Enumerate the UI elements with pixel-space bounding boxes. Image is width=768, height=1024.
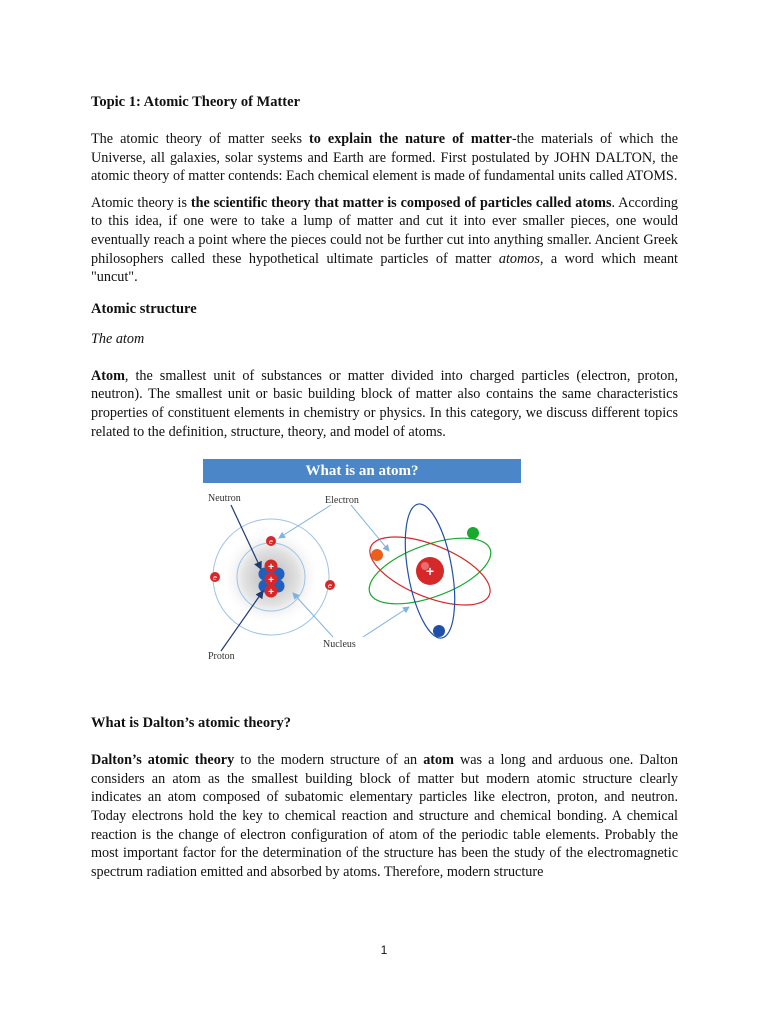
green-electron [467,527,479,539]
dalton-heading: What is Dalton’s atomic theory? [91,715,292,732]
atomic-structure-heading: Atomic structure [91,300,197,317]
nucleus-arrow-right [363,607,409,637]
topic-title: Topic 1: Atomic Theory of Matter [91,94,301,110]
electron-symbol: e [213,575,217,583]
orange-electron [371,549,383,561]
proton-label: Proton [208,651,235,663]
electron-label: Electron [325,495,359,507]
text-span: was a long and arduous one. Dalton considers an atom as the smallest building block of matter but modern atomic structure clearly indicates an atom composed of subatomic elementary particles like electron, proton, and neutron. Today electrons hold the key to chemical reaction and structure and chemical bonding. A chemical reaction is the change of electron configuration of atom of the periodic table elements. Probably the most important factor for the determination of the structure has been the study of the electromagnetic spectrum radiation emitted and absorbed by atoms. Therefore, modern structure [91,752,678,880]
proton-symbol: + [268,587,274,599]
intro-paragraph [91,130,678,186]
electron-symbol: e [269,539,273,547]
text-span: -the materials of which the Universe, all galaxies, solar systems and Earth are formed. First postulated by JOHN DALTON, the atomic theory of matter contends: Each chemical element is made of fundamental units called ATOMS. [91,131,679,185]
bold-span: Atom [91,367,125,384]
text-span: . According to this idea, if one were to take a lump of matter and cut it into ever smaller pieces, one would eventually reach a point where the pieces could not be further cut into anything smaller. Ancient Greek philosophers called these hypothetical ultimate particles of matter [91,194,678,267]
page-number: 1 [380,943,388,957]
atomic-theory-paragraph [91,194,678,287]
neutron-label: Neutron [208,493,241,505]
the-atom-subheading: The atom [91,330,145,347]
atom-figure [91,459,678,699]
italic-span: atomos [498,250,540,267]
proton-symbol: + [268,575,274,587]
text-span: The atomic theory of matter seeks [91,131,310,147]
atom-definition-paragraph [91,367,678,441]
document-content [91,92,678,881]
proton-symbol: + [268,562,274,574]
figure-banner: What is an atom? [203,459,521,483]
bold-span: atom [423,752,454,769]
bold-span: to explain the nature of matter [309,131,512,147]
blue-electron [433,625,445,637]
text-span: Atomic theory is [91,194,191,211]
bold-span: the scientific theory that matter is composed of particles called atoms [190,194,612,211]
nucleus-symbol: + [425,563,435,580]
electron-arrow-right [351,505,389,551]
text-span: , a word which meant "uncut". [91,250,678,286]
text-span: , the smallest unit of substances or matter divided into charged particles (electron, proton, neutron). The smallest unit or basic building block of matter also contains the same characteristics properties of constituent elements in chemistry or physics. In this category, we discuss different topics related to the definition, structure, theory, and model of atoms. [91,367,678,440]
bold-span: Dalton’s atomic theory [91,752,235,769]
atom-diagram [203,483,521,699]
text-span: to the modern structure of an [234,752,424,769]
electron-symbol: e [328,583,332,591]
nucleus-label: Nucleus [323,639,356,651]
dalton-paragraph [91,751,678,881]
